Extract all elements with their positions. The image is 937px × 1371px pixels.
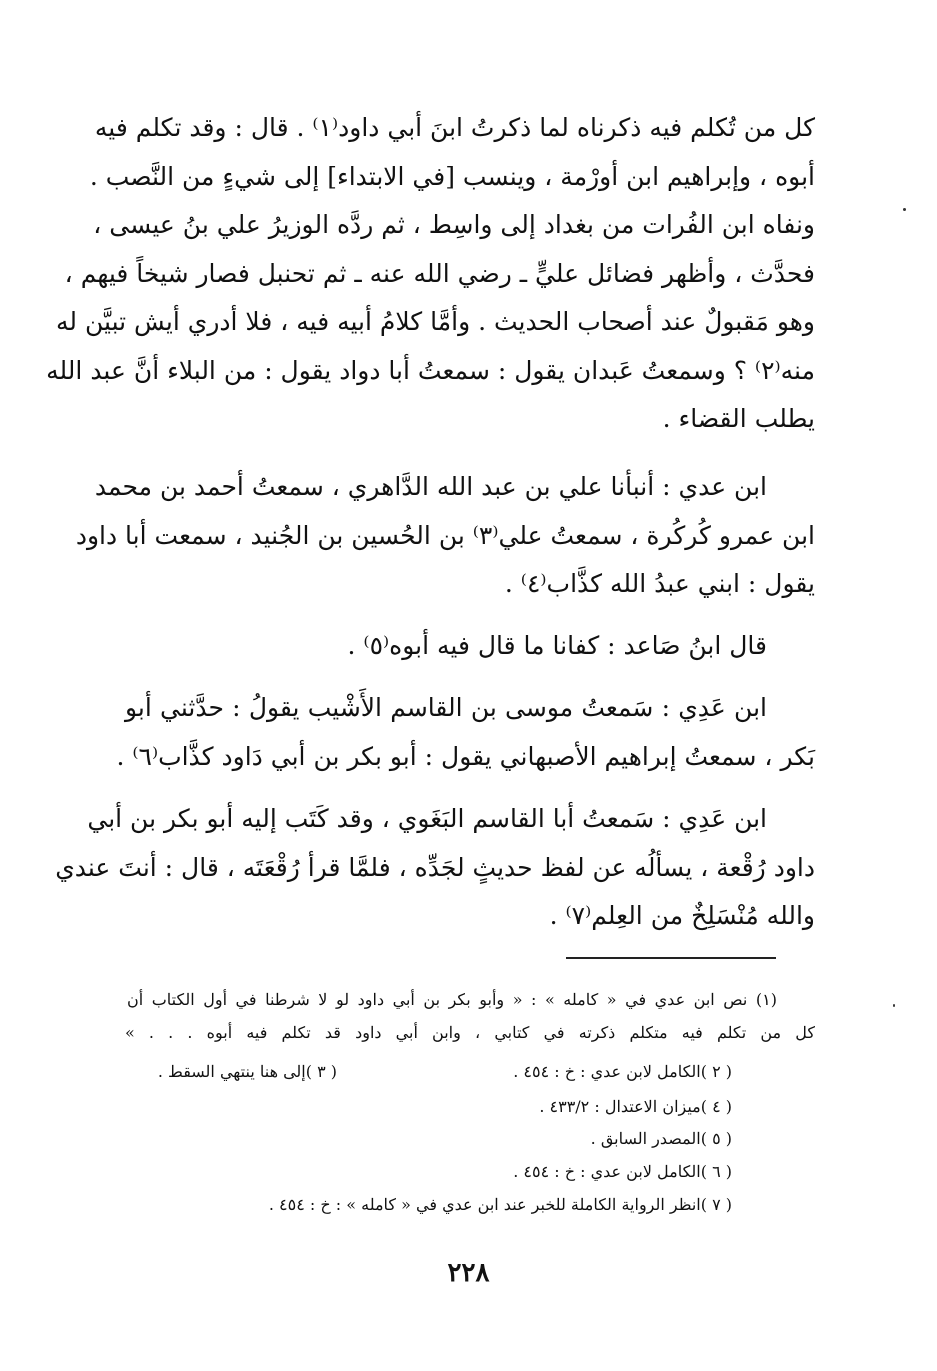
text-line: والله مُنْسَلِخٌ من العِلم⁽٧⁾ .	[549, 901, 815, 930]
text-line: ابن عَدِي : سَمعتُ أبا القاسم البَغَوي ، وقد كَتَب إليه أبو بكر بن أبي	[87, 804, 767, 833]
text-line: يطلب القضاء .	[662, 404, 815, 433]
paragraph-4	[116, 684, 815, 781]
paragraph-1	[46, 104, 815, 444]
footnote-separator	[566, 957, 776, 959]
paragraph-2	[75, 463, 815, 609]
footnote-5: ( ٥ )المصدر السابق .	[590, 1129, 732, 1148]
text-line: ابن عمرو كُركُرة ، سمعتُ علي⁽٣⁾ بن الحُسين بن الجُنيد ، سمعت أبا داود	[75, 520, 815, 550]
footnote-4: ( ٤ )ميزان الاعتدال : ٤٣٣/٢ .	[539, 1097, 732, 1116]
footnote-7: ( ٧ )انظر الرواية الكاملة للخبر عند ابن عدي في « كامله » : خ : ٤٥٤ .	[268, 1195, 732, 1214]
text-line: ابن عدي : أنبأنا علي بن عبد الله الدَّاهري ، سمعتُ أحمد بن محمد	[94, 472, 767, 501]
footnote-1-line-2: كل من تكلم فيه متكلم ذكرته في كتابي ، وابن أبي داود قد تكلم فيه أبوه . . . »	[125, 1023, 815, 1042]
text-line: كل من تُكلم فيه ذكرناه لما ذكرتُ ابنَ أبي داود⁽١⁾ . قال : وقد تكلم فيه	[94, 113, 815, 142]
text-line: وهو مَقبولٌ عند أصحاب الحديث . وأمَّا كلامُ أبيه فيه ، فلا أدري أيش تبيَّن له	[56, 307, 815, 336]
text-line: ونفاه ابن الفُرات من بغداد إلى واسِط ، ثم ردَّه الوزيرُ علي بنُ عيسى ،	[93, 210, 815, 239]
text-line: ابن عَدِي : سَمعتُ موسى بن القاسم الأَشْيب يقولُ : حدَّثني أبو	[125, 693, 767, 722]
text-line: بَكر ، سمعتُ إبراهيم الأصبهاني يقول : أبو بكر بن أبي دَاود كذَّاب⁽٦⁾ .	[116, 741, 815, 771]
paragraph-5	[55, 795, 815, 941]
text-line: أبوه ، وإبراهيم ابن أورْمة ، وينسب [في الابتداء] إلى شيءٍ من النَّصب .	[89, 161, 815, 191]
text-line: قال ابنُ صَاعد : كفانا ما قال فيه أبوه⁽٥⁾ .	[347, 631, 767, 660]
footnote-1-line-1: (١) نص ابن عدي في « كامله » : « وأبو بكر بن أبي داود لو لا شرطنا في أول الكتاب أن	[127, 990, 777, 1009]
scan-speck	[893, 1004, 895, 1007]
footnote-3: ( ٣ )إلى هنا ينتهي السقط .	[157, 1062, 337, 1081]
scan-speck	[903, 208, 906, 211]
text-line: منه⁽٢⁾ ؟ وسمعتُ عَبدان يقول : سمعتُ أبا دواد يقول : من البلاء أنَّ عبد الله	[46, 355, 815, 385]
footnote-2: ( ٢ )الكامل لابن عدي : خ : ٤٥٤ .	[513, 1062, 732, 1081]
page-number: ٢٢٨	[447, 1258, 490, 1288]
text-line: يقول : ابني عبدُ الله كذَّاب⁽٤⁾ .	[504, 569, 815, 598]
paragraph-3	[125, 622, 815, 671]
text-line: فحدَّث ، وأظهر فضائل عليٍّ ـ رضي الله عنه ـ ثم تحنبل فصار شيخاً فيهم ،	[64, 258, 815, 288]
text-line: داود رُقْعة ، يسألُه عن لفظ حديثٍ لجَدِّه ، فلمَّا قرأ رُقْعَتَه ، قال : أنتَ عندي	[55, 852, 815, 882]
footnote-6: ( ٦ )الكامل لابن عدي : خ : ٤٥٤ .	[513, 1162, 732, 1181]
